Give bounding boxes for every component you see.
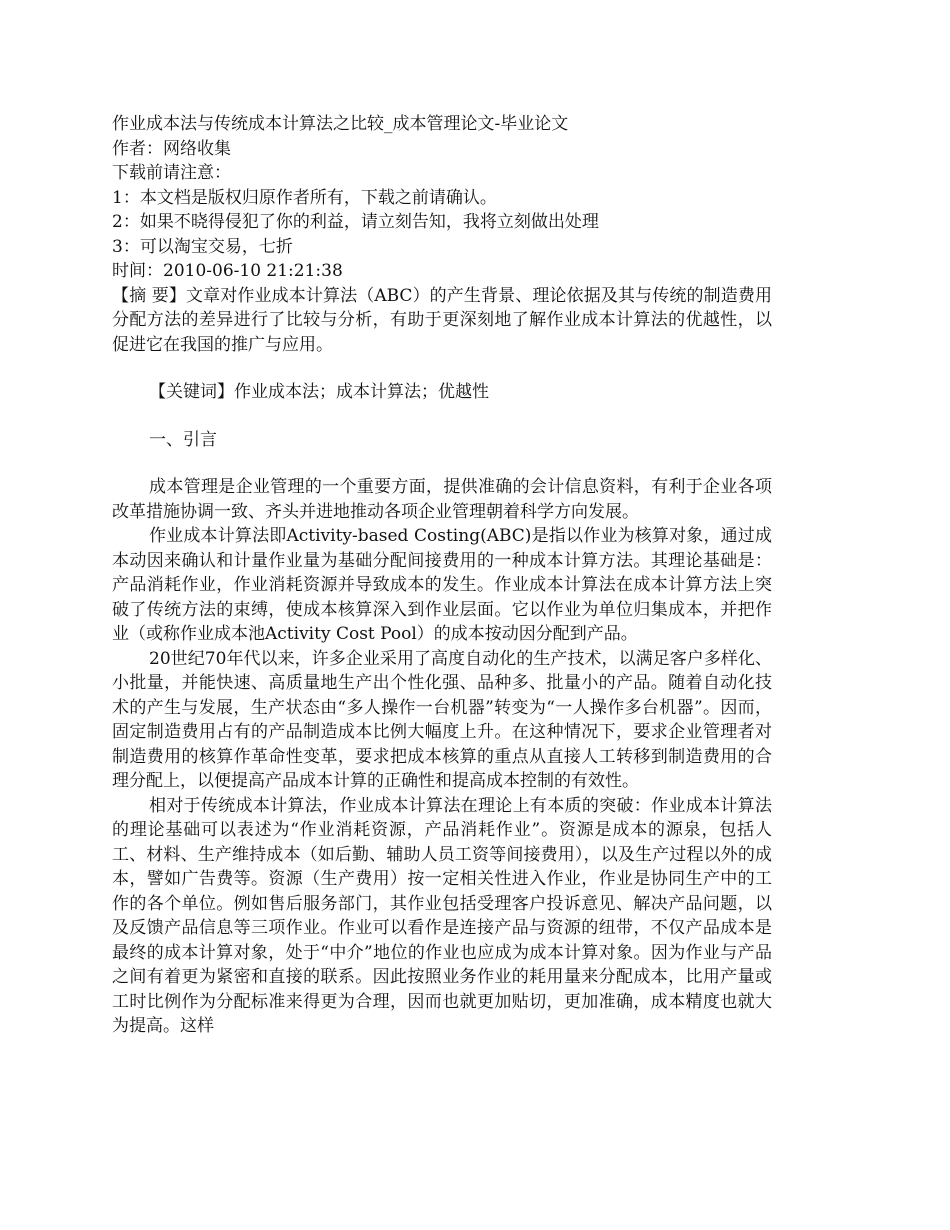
body-paragraph-3: 20世纪70年代以来，许多企业采用了高度自动化的生产技术，以满足客户多样化、小批量，并能快速、高质量地生产出个性化强、品种多、批量小的产品。随着自动化技术的产生与发展，生产状态由“多人操作一台机器”转变为“一人操作多台机器”。因而，固定制造费用占有的产品制造成本比例大幅度上升。在这种情况下，要求企业管理者对制造费用的核算作革命性变革，要求把成本核算的重点从直接人工转移到制造费用的合理分配上，以便提高产品成本计算的正确性和提高成本控制的有效性。: [112, 648, 772, 791]
abstract: 【摘 要】文章对作业成本计算法（ABC）的产生背景、理论依据及其与传统的制造费用分配方法的差异进行了比较与分析，有助于更深刻地了解作业成本计算法的优越性，以促进它在我国的推广与应用。: [112, 285, 772, 355]
notice-heading: 下载前请注意：: [112, 163, 231, 183]
section-heading: 一、引言: [149, 429, 217, 450]
body-paragraph-2: 作业成本计算法即Activity-based Costing(ABC)是指以作业为核算对象，通过成本动因来确认和计量作业量为基础分配间接费用的一种成本计算方法。其理论基础是：产品消耗作业，作业消耗资源并导致成本的发生。作业成本计算法在成本计算方法上突破了传统方法的束缚，使成本核算深入到作业层面。它以作业为单位归集成本，并把作业（或称作业成本池Activity Cost Pool）的成本按动因分配到产品。: [112, 526, 772, 644]
keywords: 【关键词】作业成本法；成本计算法；优越性: [149, 382, 489, 402]
document-author: 作者：网络收集: [112, 138, 231, 159]
document-page: [112, 112, 772, 1039]
body-paragraph-1: 成本管理是企业管理的一个重要方面，提供准确的会计信息资料，有利于企业各项改革措施协调一致、齐头并进地推动各项企业管理朝着科学方向发展。: [112, 477, 772, 522]
document-title: 作业成本法与传统成本计算法之比较_成本管理论文-毕业论文: [112, 114, 569, 134]
document-time: 时间：2010-06-10 21:21:38: [112, 261, 343, 281]
notice-item-1: 1：本文档是版权归原作者所有，下载之前请确认。: [112, 187, 497, 208]
notice-item-3: 3：可以淘宝交易，七折: [112, 236, 293, 257]
notice-item-2: 2：如果不晓得侵犯了你的利益，请立刻告知，我将立刻做出处理: [112, 212, 599, 232]
body-paragraph-4: 相对于传统成本计算法，作业成本计算法在理论上有本质的突破：作业成本计算法的理论基础可以表述为“作业消耗资源，产品消耗作业”。资源是成本的源泉，包括人工、材料、生产维持成本（如后勤、辅助人员工资等间接费用），以及生产过程以外的成本，譬如广告费等。资源（生产费用）按一定相关性进入作业，作业是协同生产中的工作的各个单位。例如售后服务部门，其作业包括受理客户投诉意见、解决产品问题，以及反馈产品信息等三项作业。作业可以看作是连接产品与资源的纽带，不仅产品成本是最终的成本计算对象，处于“中介”地位的作业也应成为成本计算对象。因为作业与产品之间有着更为紧密和直接的联系。因此按照业务作业的耗用量来分配成本，比用产量或工时比例作为分配标准来得更为合理，因而也就更加贴切，更加准确，成本精度也就大为提高。这样: [112, 795, 772, 1036]
